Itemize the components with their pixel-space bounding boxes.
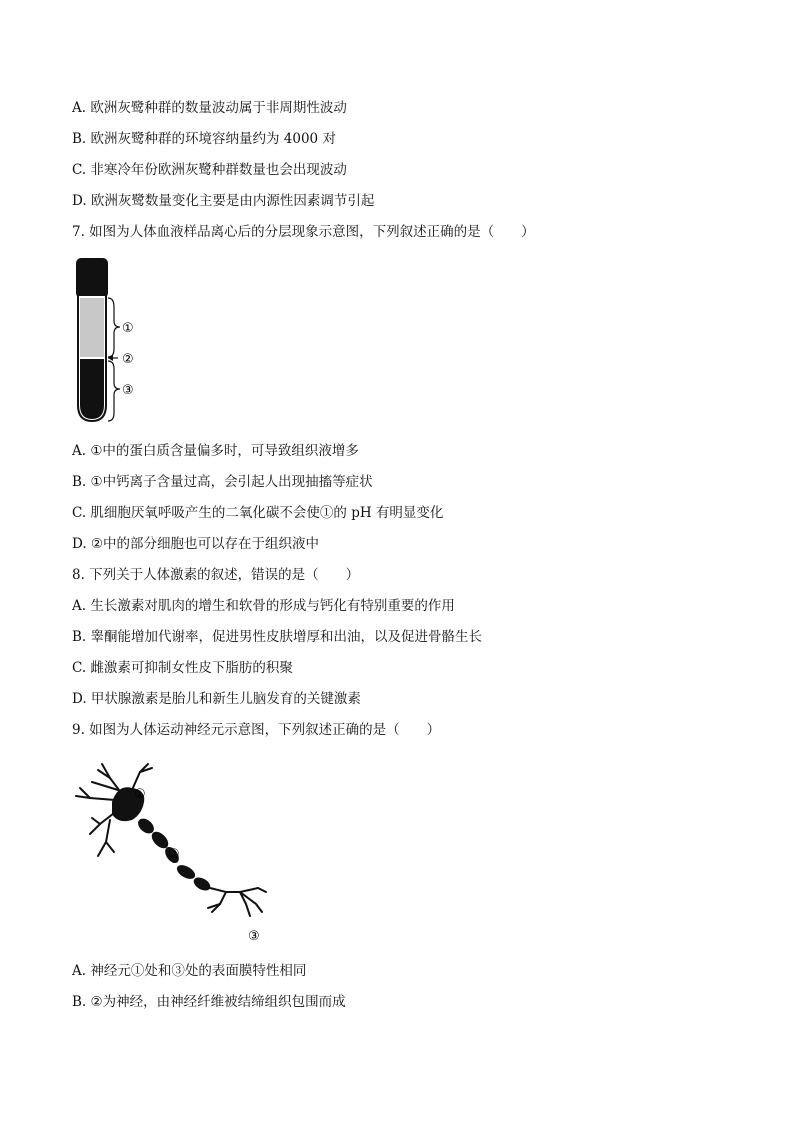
q8-option-d: D. 甲状腺激素是胎儿和新生儿脑发育的关键激素 xyxy=(72,691,361,707)
tube-cap xyxy=(76,258,108,298)
red-cell-layer xyxy=(80,359,104,419)
q9-option-a: A. 神经元①处和③处的表面膜特性相同 xyxy=(72,963,307,979)
q8-option-b: B. 睾酮能增加代谢率，促进男性皮肤增厚和出油，以及促进骨骼生长 xyxy=(72,629,483,645)
label-2: ② xyxy=(168,847,180,862)
neuron-figure xyxy=(70,760,280,945)
q7-option-a: A. ①中的蛋白质含量偏多时，可导致组织液增多 xyxy=(72,443,359,459)
q7-option-d: D. ②中的部分细胞也可以存在于组织液中 xyxy=(72,536,320,552)
axon-terminals xyxy=(208,888,266,916)
label-1: ① xyxy=(134,787,146,802)
label-3: ③ xyxy=(248,929,260,944)
label-3: ③ xyxy=(122,383,134,398)
q6-option-a: A. 欧洲灰鹭种群的数量波动属于非周期性波动 xyxy=(72,100,347,116)
q6-option-b: B. 欧洲灰鹭种群的环境容纳量约为 4000 对 xyxy=(72,131,336,147)
buffy-coat-layer xyxy=(80,357,104,359)
brace-cells xyxy=(108,361,120,421)
blood-tube-figure xyxy=(70,255,150,425)
q8-stem: 8. 下列关于人体激素的叙述，错误的是（ ） xyxy=(72,567,360,583)
q6-option-d: D. 欧洲灰鹭数量变化主要是由内源性因素调节引起 xyxy=(72,193,375,209)
label-1: ① xyxy=(122,321,134,336)
plasma-layer xyxy=(80,298,104,357)
q6-option-c: C. 非寒冷年份欧洲灰鹭种群数量也会出现波动 xyxy=(72,162,347,178)
q7-option-b: B. ①中钙离子含量过高，会引起人出现抽搐等症状 xyxy=(72,474,373,490)
label-2: ② xyxy=(122,352,134,367)
q8-option-c: C. 雌激素可抑制女性皮下脂肪的积聚 xyxy=(72,660,293,676)
q8-option-a: A. 生长激素对肌肉的增生和软骨的形成与钙化有特别重要的作用 xyxy=(72,598,455,614)
q7-option-c: C. 肌细胞厌氧呼吸产生的二氧化碳不会使①的 pH 有明显变化 xyxy=(72,505,444,521)
brace-plasma xyxy=(108,298,120,357)
q7-stem: 7. 如图为人体血液样品离心后的分层现象示意图，下列叙述正确的是（ ） xyxy=(72,224,535,240)
q9-stem: 9. 如图为人体运动神经元示意图，下列叙述正确的是（ ） xyxy=(72,722,441,738)
q9-option-b: B. ②为神经，由神经纤维被结缔组织包围而成 xyxy=(72,994,346,1010)
